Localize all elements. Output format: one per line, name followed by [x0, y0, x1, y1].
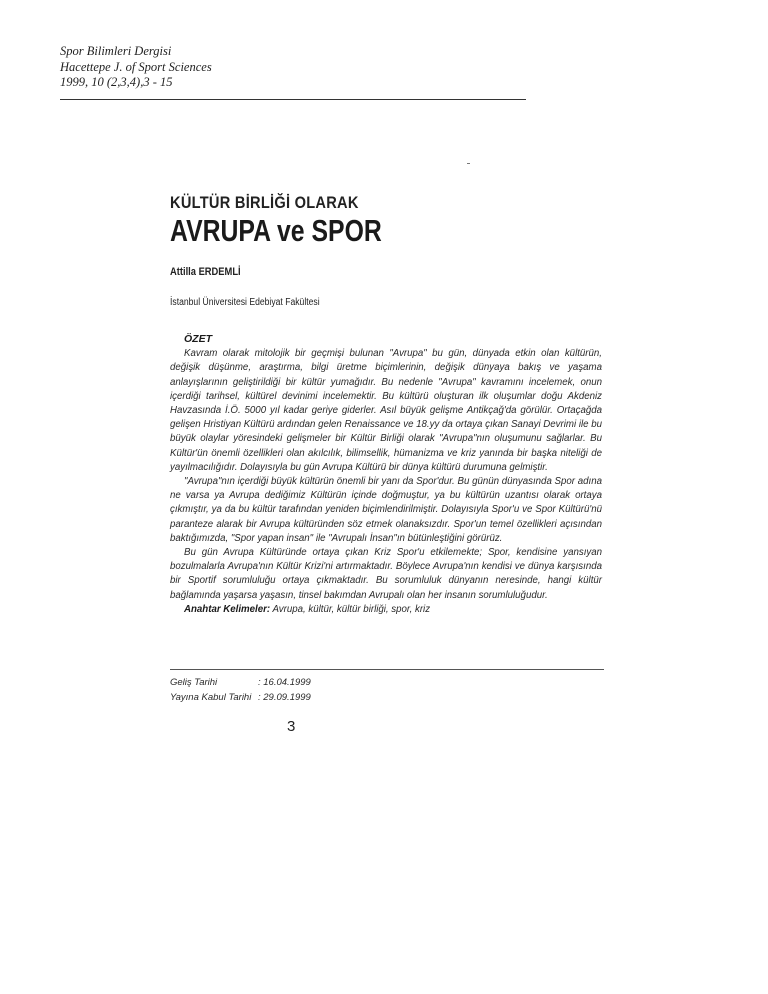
- received-date-row: [170, 675, 311, 690]
- journal-header: [60, 44, 212, 91]
- author-affiliation: İstanbul Üniversitesi Edebiyat Fakültesi: [170, 297, 320, 308]
- abstract-paragraph: "Avrupa"nın içerdiği büyük kültürün önemli bir yanı da Spor'dur. Bu günün dünyasında Spor adına ne varsa ya Avrupa dediğimiz Kültürün içinde doğmuştur, ya bu kültürün uzantısı olarak ortaya çıkmıştır, ya da bu kültür tarafından yeniden biçimlendirilmiştir. Dolayısıyla Spor'u ve Spor Kültürü'nü paranteze alarak bir Avrupa kültüründen söz etmek olanaksızdır. Spor'un temel özellikleri açısından baktığımızda, "Spor yapan insan" ile "Avrupalı İnsan"ın bütünleştiğini görürüz.: [170, 476, 602, 544]
- article-dates: [170, 675, 311, 705]
- scan-speck: [467, 163, 470, 164]
- received-date-value: : 16.04.1999: [258, 677, 311, 688]
- title-line-2: AVRUPA ve SPOR: [170, 213, 382, 248]
- received-date-label: Geliş Tarihi: [170, 677, 218, 688]
- keywords-value: Avrupa, kültür, kültür birliği, spor, kriz: [272, 603, 431, 615]
- journal-volume-info: 1999, 10 (2,3,4),3 - 15: [60, 75, 173, 89]
- abstract-heading: ÖZET: [184, 333, 212, 345]
- title-line-1: KÜLTÜR BİRLİĞİ OLARAK: [170, 193, 359, 212]
- journal-name: Spor Bilimleri Dergisi: [60, 44, 172, 58]
- page-number: 3: [287, 718, 296, 735]
- journal-english-name: Hacettepe J. of Sport Sciences: [60, 59, 212, 74]
- abstract: [170, 332, 602, 617]
- abstract-paragraph: Kavram olarak mitolojik bir geçmişi bulunan "Avrupa" bu gün, dünyada etkin olan kültürün, değişik düşünme, araştırma, bilgi üretme biçimlerinin, değişik dünyaya bakış ve yaşama anlayışlarının geliştirildiği bir kültür yumağıdır. Bu nedenle "Avrupa" kavramını incelemek, onun içerdiği tarihsel, kültürel devinimi incelemektir. Bu kültürü oluşturan ilk oluşumlar doğu Akdeniz Havzasında İ.Ö. 5000 yıl kadar geriye giderler. Asıl büyük gelişme Antikçağ'da görülür. Ortaçağda gelişen Hristiyan Kültürü ardından gelen Renaissance ve 18.yy da ortaya çıkan Sanayi Devrimi ile bu büyük olaylar yöresindeki gelişmeler bir Kültür Birliği olarak "Avrupa"nın oluşumunu sağlarlar. Bu Kültür'ün önemli özellikleri olan akılcılık, bilimsellik, hümanizma ve kriz yanında bir başka niteliği de yayılmacılığıdır. Dolayısıyla bu gün Avrupa Kültürü bir dünya kültürü durumuna gelmiştir.: [170, 348, 602, 473]
- accepted-date-label: Yayına Kabul Tarihi: [170, 692, 252, 703]
- keywords-label: Anahtar Kelimeler:: [184, 603, 271, 615]
- accepted-date-row: [170, 690, 311, 705]
- accepted-date-value: : 29.09.1999: [258, 692, 311, 703]
- dates-rule: [170, 669, 604, 670]
- abstract-paragraph: Bu gün Avrupa Kültüründe ortaya çıkan Kriz Spor'u etkilemekte; Spor, kendisine yansıyan bozulmalarla Avrupa'nın Kültür Krizi'ni artırmaktadır. Böylece Avrupa'nın kendisi ve dünya karşısında bir Sportif sorumluluğu ortaya çıkmaktadır. Bu sorumluluk dünyanın neresinde, hangi kültür bağlamında yaşarsa yaşasın, tinsel bakımdan Avrupalı olan her insanın sorumluluğudur.: [170, 547, 602, 601]
- header-rule: [60, 99, 526, 100]
- keywords-line: [170, 603, 602, 617]
- author-name: Attilla ERDEMLİ: [170, 266, 241, 278]
